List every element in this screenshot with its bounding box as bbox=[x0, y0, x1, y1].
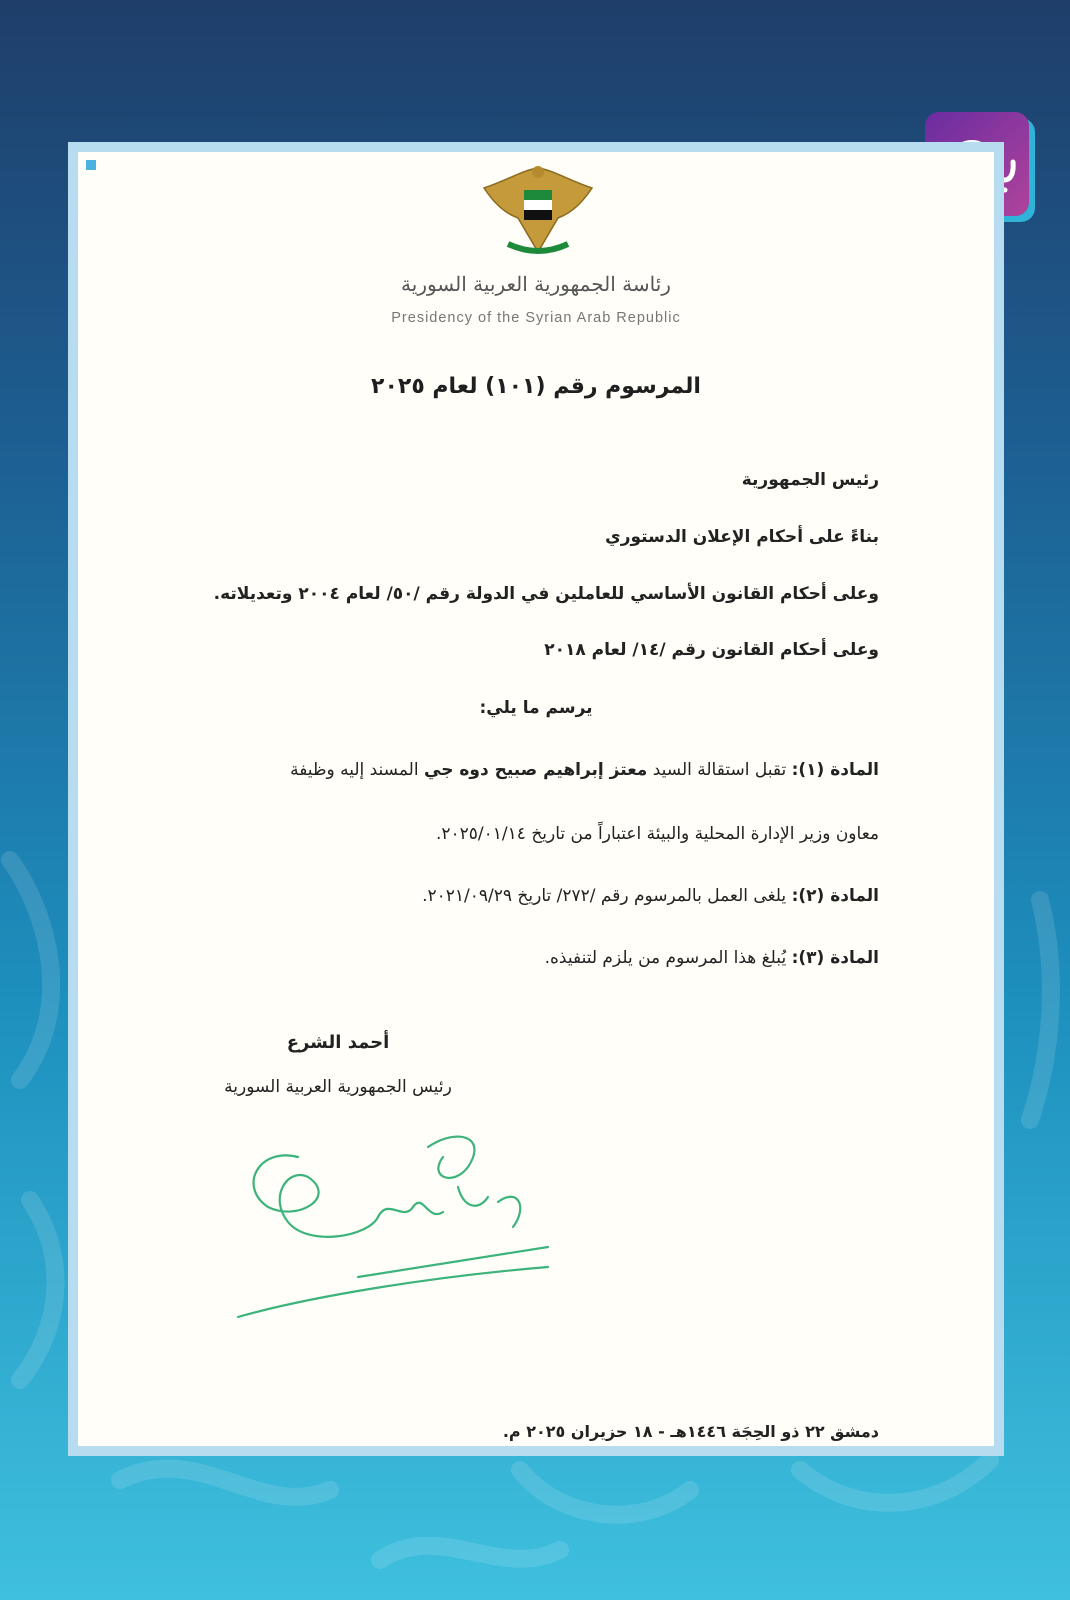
handwritten-signature-icon bbox=[228, 1127, 558, 1327]
presidency-header-arabic: رئاسة الجمهورية العربية السورية bbox=[401, 272, 671, 296]
article-2-label: المادة (٢): bbox=[791, 886, 879, 906]
article-1-text-b: المسند إليه وظيفة bbox=[290, 760, 419, 780]
article-3 bbox=[545, 948, 879, 968]
decrees-label: يرسم ما يلي: bbox=[479, 698, 593, 718]
article-1-person-name: معتز إبراهيم صبيح دوه جي bbox=[424, 760, 648, 780]
preamble-line-2: وعلى أحكام القانون الأساسي للعاملين في الدولة رقم /٥٠/ لعام ٢٠٠٤ وتعديلاته. bbox=[213, 584, 879, 604]
issuer-line: رئيس الجمهورية bbox=[741, 470, 879, 490]
article-3-label: المادة (٣): bbox=[791, 948, 879, 968]
footer-date: دمشق ٢٢ ذو الحِجَة ١٤٤٦هـ - ١٨ حزيران ٢٠٢٥ م. bbox=[502, 1422, 879, 1441]
article-2-text: يلغى العمل بالمرسوم رقم /٢٧٢/ تاريخ ٢٠٢١/٠٩/٢٩. bbox=[422, 886, 787, 906]
presidency-header-english: Presidency of the Syrian Arab Republic bbox=[391, 310, 681, 326]
decree-document bbox=[78, 152, 994, 1446]
signatory-title: رئيس الجمهورية العربية السورية bbox=[224, 1077, 452, 1097]
syrian-eagle-emblem-icon bbox=[478, 160, 598, 260]
decree-title: المرسوم رقم (١٠١) لعام ٢٠٢٥ bbox=[371, 374, 701, 399]
article-1-label: المادة (١): bbox=[791, 760, 879, 780]
article-2 bbox=[422, 886, 879, 906]
corner-marker bbox=[86, 160, 96, 170]
article-1-line-1 bbox=[290, 760, 879, 780]
document-frame bbox=[68, 142, 1004, 1456]
article-1-line-2: معاون وزير الإدارة المحلية والبيئة اعتباراً من تاريخ ٢٠٢٥/٠١/١٤. bbox=[436, 824, 879, 844]
signatory-name: أحمد الشرع bbox=[286, 1032, 390, 1053]
article-3-text: يُبلغ هذا المرسوم من يلزم لتنفيذه. bbox=[544, 948, 787, 968]
article-1-text-a: تقبل استقالة السيد bbox=[652, 760, 787, 780]
preamble-line-1: بناءً على أحكام الإعلان الدستوري bbox=[605, 527, 879, 547]
preamble-line-3: وعلى أحكام القانون رقم /١٤/ لعام ٢٠١٨ bbox=[544, 640, 879, 660]
